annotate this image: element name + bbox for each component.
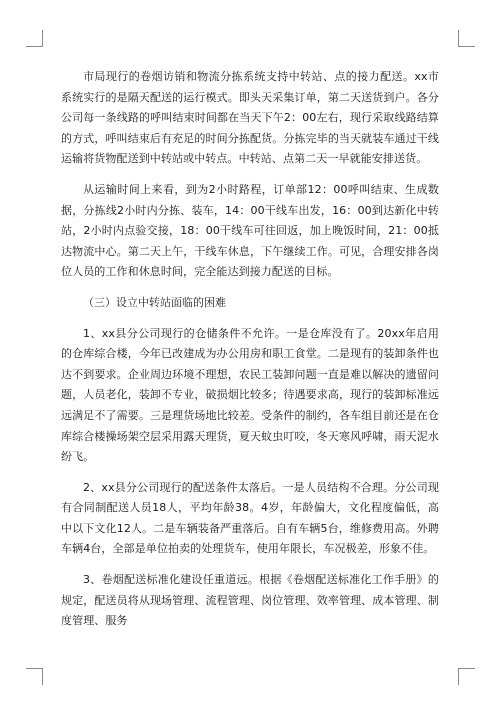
crop-mark-top-right	[458, 30, 475, 47]
document-body	[61, 67, 439, 642]
crop-mark-bottom-left	[26, 668, 43, 685]
crop-mark-top-left	[26, 30, 43, 47]
paragraph-delivery-conditions: 2、xx县分公司现行的配送条件太落后。一是人员结构不合理。分公司现有合同制配送人员18人，平均年龄38。4岁，年龄偏大，文化程度偏低，高中以下文化12人。二是车辆装备严重落后。自有车辆5台，维修费用高。外聘车辆4台，全部是单位拍卖的处理货车，使用年限长，车况极差，形象不佳。	[61, 480, 439, 556]
paragraph-standardization: 3、卷烟配送标准化建设任重道远。根据《卷烟配送标准化工作手册》的规定，配送员将从现场管理、流程管理、岗位管理、效率管理、成本管理、制度管理、服务	[61, 573, 439, 628]
paragraph-storage-conditions: 1、xx县分公司现行的仓储条件不允许。一是仓库没有了。20xx年启用的仓库综合楼，今年已改建成为办公用房和职工食堂。二是现有的装卸条件也达不到要求。企业周边环境不理想，农民工装卸问题一直是难以解决的遗留问题，人员老化，装卸不专业，破损烟比较多；待遇要求高，现行的装卸标准远远满足不了需要。三是理货场地比较差。受条件的制约，各车组目前还是在仓库综合楼操场架空层采用露天理货，夏天蚊虫叮咬，冬天寒风呼啸，雨天泥水纷飞。	[61, 326, 439, 464]
paragraph-relay-delivery: 市局现行的卷烟访销和物流分拣系统支持中转站、点的接力配送。xx市系统实行的是隔天配送的运行模式。即头天采集订单，第二天送货到户。各分公司每一条线路的呼叫结束时间都在当天下午2：00左右，现行采取线路结算的方式，呼叫结束后有充足的时间分拣配货。分拣完毕的当天就装车通过干线运输将货物配送到中转站或中转点。中转站、点第二天一早就能安排送货。	[61, 70, 439, 166]
crop-mark-bottom-right	[458, 668, 475, 685]
section-heading-difficulties: （三）设立中转站面临的困难	[83, 295, 226, 309]
paragraph-transport-time: 从运输时间上来看，到为2小时路程，订单部12：00呼叫结束、生成数据，分拣线2小时内分拣、装车，14：00干线车出发，16：00到达新化中转站，2小时内点验交接，18：00干线车可往回返，加上晚饭时间，21：00抵达物流中心。第二天上午，干线车休息，下午继续工作。可见，合理安排各岗位人员的工作和休息时间，完全能达到接力配送的目标。	[61, 182, 439, 279]
